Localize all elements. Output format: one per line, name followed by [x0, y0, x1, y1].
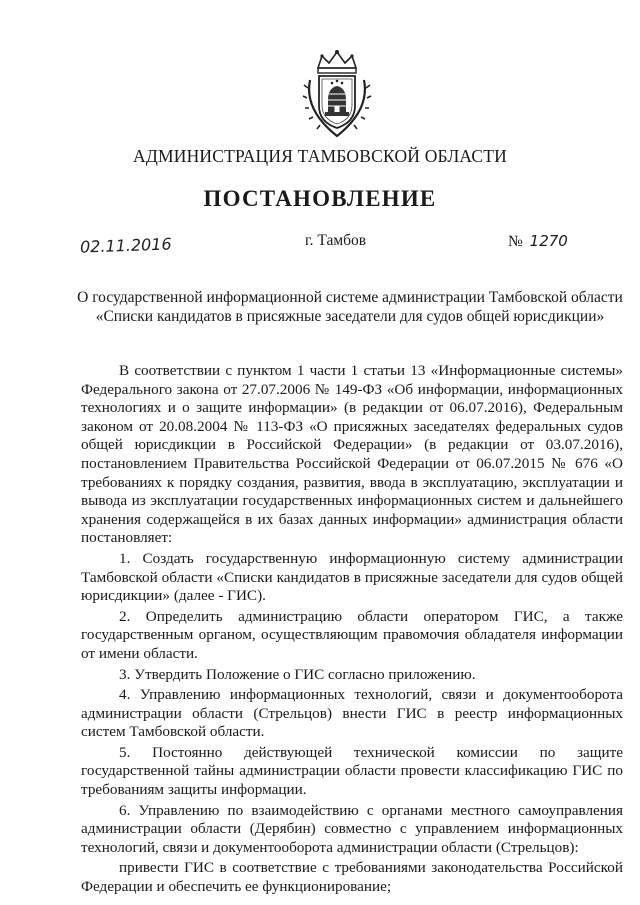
- document-city: г. Тамбов: [305, 232, 367, 249]
- clause-6-subitem: привести ГИС в соответствие с требованиями законодательства Российской Федерации и обеспечить ее функционирование;: [81, 859, 623, 896]
- document-type-heading: ПОСТАНОВЛЕНИЕ: [203, 186, 437, 211]
- number-value: 1270: [529, 232, 568, 250]
- document-title: [70, 288, 630, 326]
- preamble-paragraph: В соответствии с пунктом 1 части 1 статьи 13 «Информационные системы» Федерального закона от 27.07.2006 № 149-ФЗ «Об информации, информационных технологиях и о защите информации» (в редакции от 06.07.2016), Федеральным законом от 20.08.2004 № 113-ФЗ «О присяжных заседателях федеральных судов общей юрисдикции в Российской Федерации» (в редакции от 03.07.2016), постановлением Правительства Российской Федерации от 06.07.2015 № 676 «О требованиях к порядку создания, развития, ввода в эксплуатацию, эксплуатации и вывода из эксплуатации государственных информационных систем и дальнейшего хранения содержащейся в их базах данных информации» администрация области постановляет:: [81, 362, 623, 547]
- organization-name: АДМИНИСТРАЦИЯ ТАМБОВСКОЙ ОБЛАСТИ: [133, 146, 507, 166]
- clause-4: 4. Управлению информационных технологий, связи и документооборота администрации области (Стрельцов) внести ГИС в реестр информационных систем Тамбовской области.: [81, 686, 623, 741]
- clause-2: 2. Определить администрацию области оператором ГИС, а также государственным органом, осуществляющим правомочия обладателя информации от имени области.: [81, 607, 623, 662]
- document-date: 02.11.2016: [79, 234, 172, 257]
- clause-6: 6. Управлению по взаимодействию с органами местного самоуправления администрации области (Дерябин) совместно с управлением информационных технологий, связи и документооборота администрации области (Стрельцов):: [81, 801, 623, 856]
- clause-3: 3. Утвердить Положение о ГИС согласно приложению.: [119, 665, 476, 683]
- number-label: №: [508, 233, 523, 250]
- tambov-coat-of-arms-icon: [302, 48, 372, 140]
- title-line-1: О государственной информационной системе администрации Тамбовской области: [77, 289, 623, 306]
- title-line-2: «Списки кандидатов в присяжные заседатели для судов общей юрисдикции»: [95, 308, 605, 325]
- document-number: [508, 232, 568, 251]
- clause-1: 1. Создать государственную информационную систему администрации Тамбовской области «Списки кандидатов в присяжные заседатели для судов общей юрисдикции» (далее - ГИС).: [81, 549, 623, 605]
- clause-5: 5. Постоянно действующей технической комиссии по защите государственной тайны администрации области провести классификацию ГИС по требованиям защиты информации.: [81, 743, 623, 799]
- document-body: [81, 362, 623, 897]
